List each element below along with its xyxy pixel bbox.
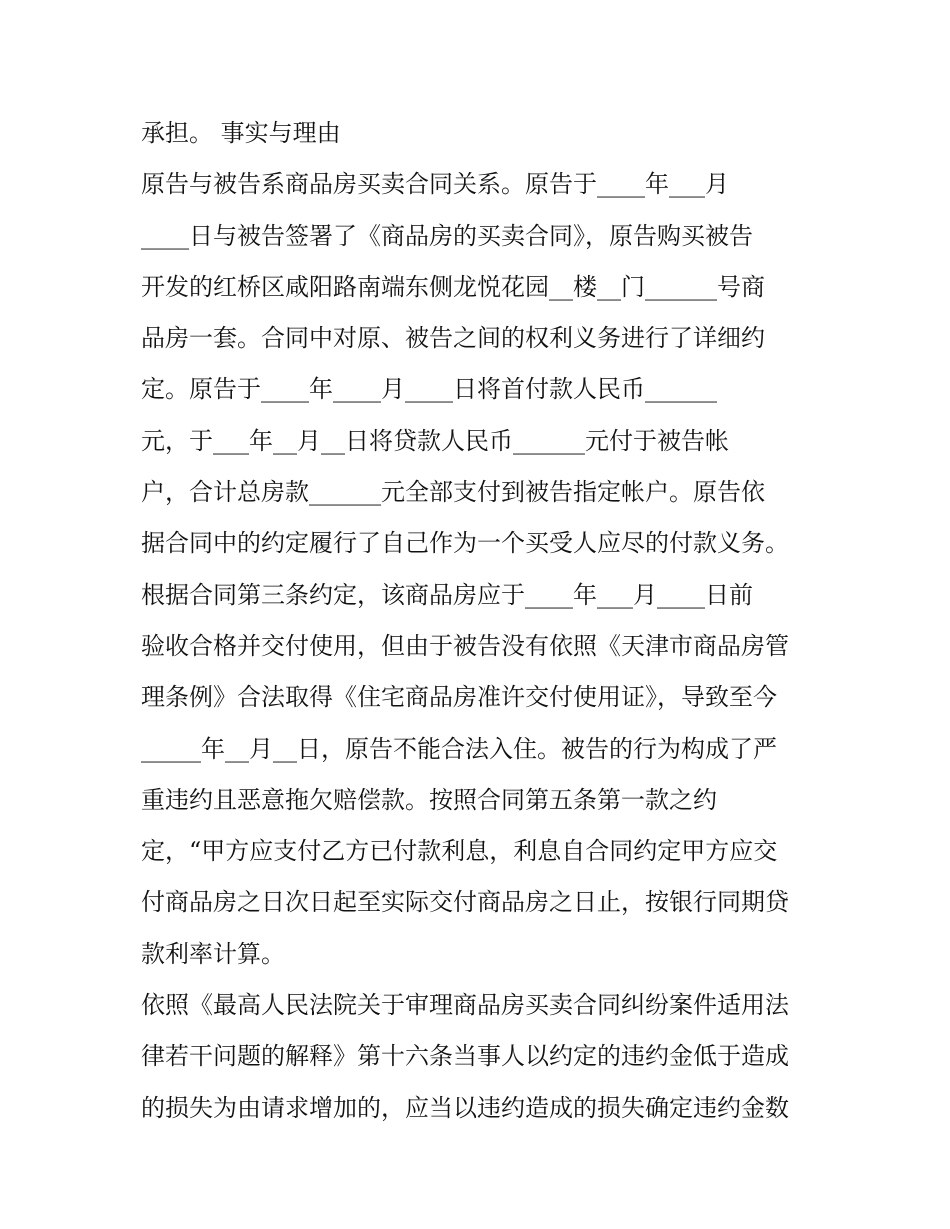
text-line: 付商品房之日次日起至实际交付商品房之日止，按银行同期贷	[141, 888, 789, 917]
text-line: 据合同中的约定履行了自己作为一个买受人应尽的付款义务。	[141, 529, 789, 558]
text-line: 验收合格并交付使用，但由于被告没有依照《天津市商品房管	[141, 631, 789, 660]
document-body	[141, 108, 821, 1134]
text-line: 款利率计算。	[141, 939, 285, 968]
text-line: 开发的红桥区咸阳路南端东侧龙悦花园__楼__门______号商	[141, 272, 765, 301]
text-line: 依照《最高人民法院关于审理商品房买卖合同纠纷案件适用法	[141, 991, 789, 1020]
text-line: 承担。 事实与理由	[141, 119, 341, 147]
text-line: 理条例》合法取得《住宅商品房准许交付使用证》，导致至今	[141, 683, 777, 712]
text-line: 定，“甲方应支付乙方已付款利息，利息自合同约定甲方应交	[141, 837, 778, 866]
text-line: 品房一套。合同中对原、被告之间的权利义务进行了详细约	[141, 324, 765, 353]
text-line: 律若干问题的解释》第十六条当事人以约定的违约金低于造成	[141, 1042, 789, 1071]
text-line: 元，于___年__月__日将贷款人民币______元付于被告帐	[141, 426, 729, 455]
text-line: _____年__月__日，原告不能合法入住。被告的行为构成了严	[141, 734, 777, 763]
text-line: 根据合同第三条约定，该商品房应于____年___月____日前	[141, 580, 753, 609]
text-line: 重违约且恶意拖欠赔偿款。按照合同第五条第一款之约	[141, 785, 717, 814]
text-line: 户，合计总房款______元全部支付到被告指定帐户。原告依	[141, 478, 765, 507]
text-line: 定。原告于____年____月____日将首付款人民币______	[141, 375, 717, 404]
text-line: ____日与被告签署了《商品房的买卖合同》，原告购买被告	[141, 221, 753, 250]
text-line: 原告与被告系商品房买卖合同关系。原告于____年___月	[141, 170, 729, 199]
text-line: 的损失为由请求增加的，应当以违约造成的损失确定违约金数	[141, 1093, 789, 1122]
